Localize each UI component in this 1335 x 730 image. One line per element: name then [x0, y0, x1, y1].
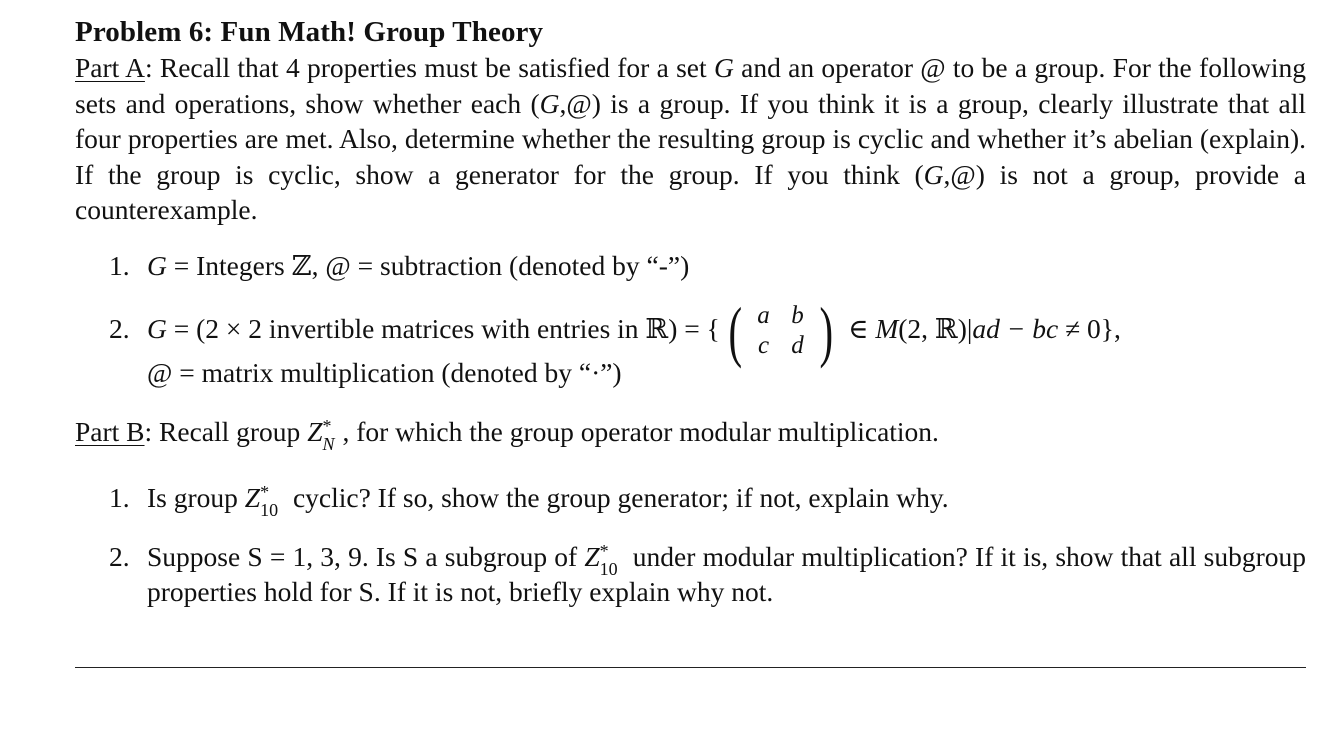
list-item: 1. G = Integers ℤ, @ = subtraction (denoted by “-”): [109, 249, 690, 281]
part-b-intro: Part B: Recall group Z * N , for which the group operator modular multiplication.: [75, 416, 939, 455]
problem-title: Problem 6: Fun Math! Group Theory: [75, 16, 544, 48]
problem-page: [75, 14, 1306, 609]
part-b-list: [75, 480, 1306, 609]
list-item: 2. Suppose S = 1, 3, 9. Is S a subgroup of Z * 10 under modular multiplication? If it is, show that all subgroup properties hold for S. If it is not, briefly explain why not.: [109, 540, 1306, 607]
part-a-intro: Part A: Recall that 4 properties must be satisfied for a set G and an operator @ to be a group. For the following sets and operations, show whether each (G,@) is a group. If you think it is a group, clearly illustrate that all four properties are met. Also, determine whether the resulting group is cyclic and whether it’s abelian (explain). If the group is cyclic, show a generator for the group. If you think (G,@) is not a group, provide a counterexample.: [75, 52, 1306, 225]
list-item-continuation: @ = matrix multiplication (denoted by “·”): [147, 357, 622, 389]
part-a-list: [75, 248, 1306, 391]
part-b-label: Part B: [75, 416, 145, 448]
horizontal-rule: [75, 667, 1306, 668]
list-item: 2. G = (2 × 2 invertible matrices with entries in ℝ) = { ( a b c d ) ∈ M(2, ℝ)|ad − bc ≠ 0},: [109, 293, 1121, 370]
matrix: ( a b c d ): [728, 293, 833, 370]
part-a-label: Part A: [75, 52, 145, 83]
list-item: 1. Is group Z * 10 cyclic? If so, show the group generator; if not, explain why.: [109, 481, 949, 520]
